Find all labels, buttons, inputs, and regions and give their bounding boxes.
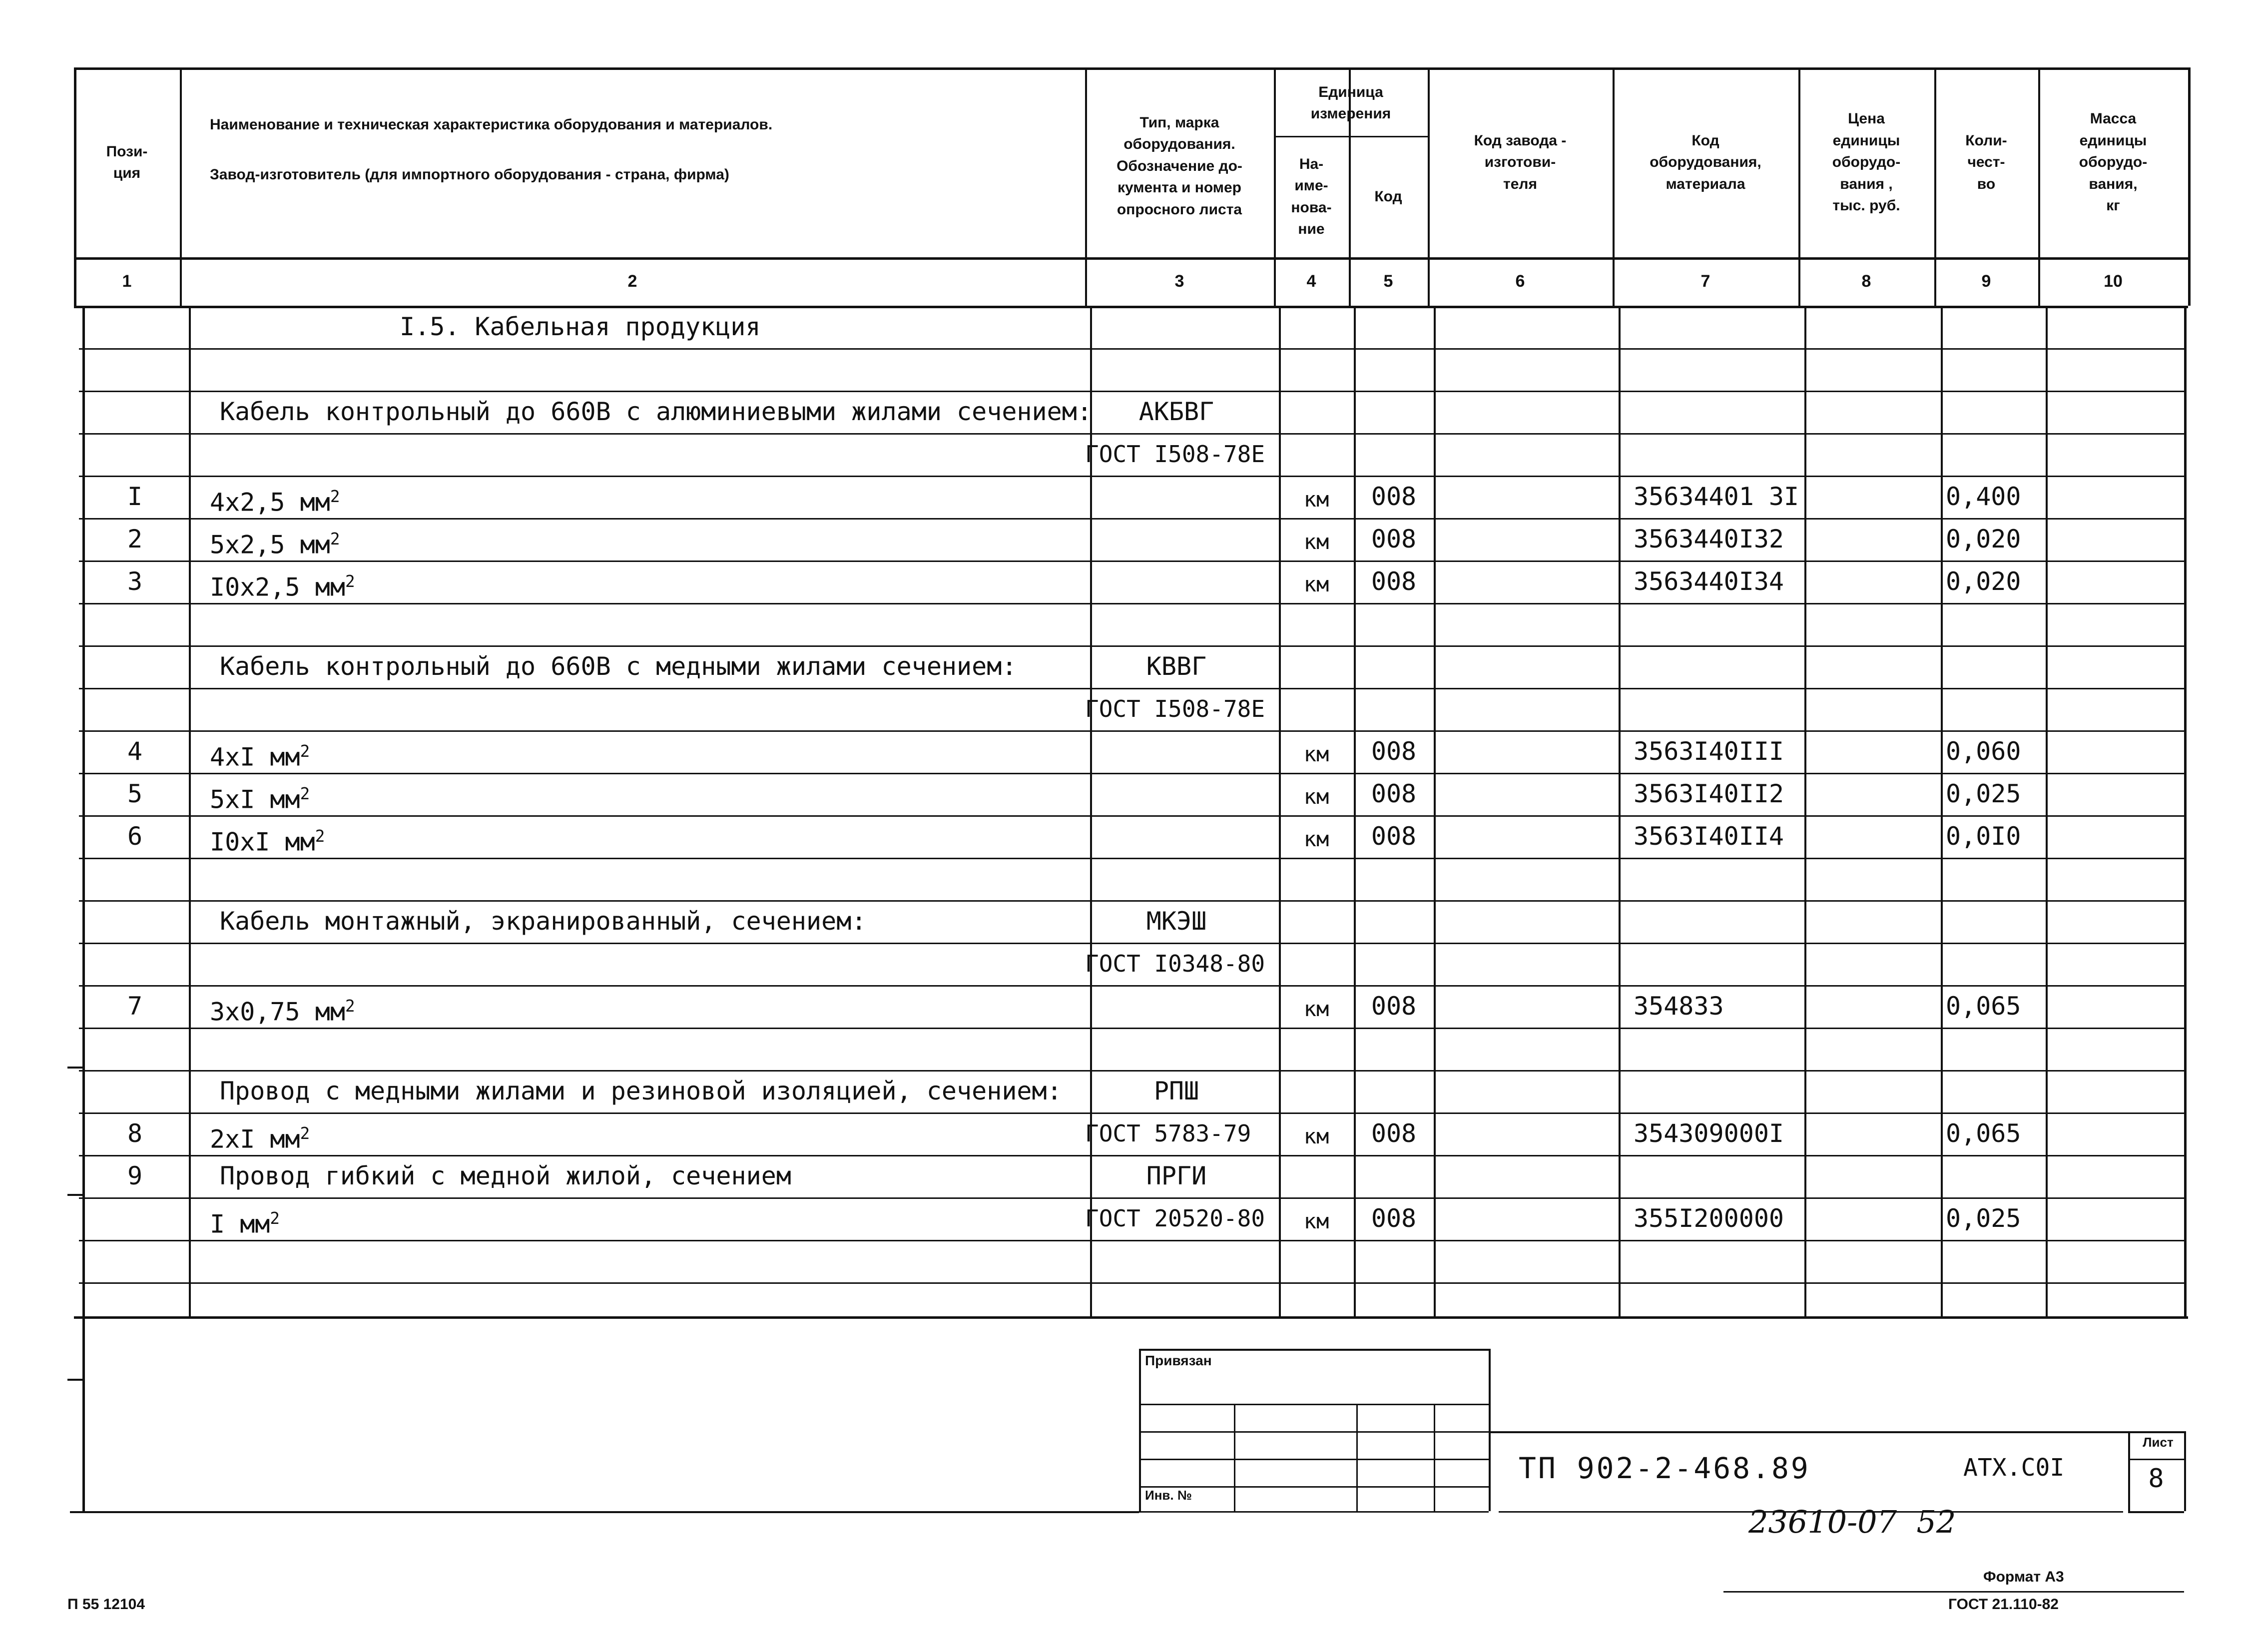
header-name-line1: Наименование и техническая характеристика оборудования и материалов.	[210, 116, 773, 133]
grid-line-v	[1489, 1459, 1491, 1511]
column-number: 5	[1383, 272, 1393, 291]
row-name	[210, 1203, 280, 1239]
grid-line-h	[79, 858, 2186, 859]
row-type: ГОСТ I508-78Е	[1085, 695, 1265, 722]
row-name	[220, 397, 1092, 427]
grid-line-h	[70, 1511, 1139, 1513]
row-position: I	[127, 482, 143, 511]
grid-line-h	[79, 985, 2186, 987]
row-position: 6	[127, 822, 143, 851]
grid-line-v	[1434, 1404, 1435, 1511]
stamp-privyazan: Привязан	[1145, 1353, 1212, 1368]
row-equipment-code: 3563I40III	[1634, 737, 1784, 766]
footer-gost: ГОСТ 21.110-82	[1948, 1596, 2059, 1613]
stamp-sheet-number: 8	[2148, 1464, 2164, 1494]
row-equipment-code: 354833	[1634, 992, 1724, 1021]
row-equipment-code: 3563I40II2	[1634, 779, 1784, 808]
row-name-superscript: 2	[330, 487, 340, 506]
grid-line-h	[1139, 1459, 1489, 1460]
row-name-text: 2хI мм	[210, 1124, 300, 1154]
row-equipment-code: 3563440I32	[1634, 525, 1784, 553]
header-unit-name: На- име- нова- ние	[1291, 155, 1332, 237]
stamp-sheet-label: Лист	[2143, 1435, 2174, 1450]
row-quantity: 0,025	[1946, 779, 2021, 808]
header-name-line2: Завод-изготовитель (для импортного оборудования - страна, фирма)	[210, 166, 729, 183]
grid-line-v	[2184, 306, 2187, 1316]
row-type: МКЭШ	[1146, 907, 1207, 936]
row-quantity: 0,020	[1946, 567, 2021, 596]
row-name	[210, 991, 355, 1027]
row-name	[400, 312, 760, 342]
row-equipment-code: 3563440I34	[1634, 567, 1784, 596]
row-name-text: Кабель контрольный до 660В с медными жилами сечением:	[220, 652, 1017, 681]
row-name	[220, 1161, 791, 1191]
row-position: 7	[127, 992, 143, 1021]
stamp-inv-no: Инв. №	[1145, 1488, 1192, 1503]
row-unit: км	[1303, 742, 1329, 766]
grid-line-h	[79, 645, 2186, 647]
grid-line-v	[82, 306, 85, 1316]
footer-left-code: П 55 12104	[67, 1596, 145, 1613]
grid-line-v	[1354, 306, 1356, 1316]
grid-line-h	[79, 1282, 2186, 1284]
row-name-superscript: 2	[345, 572, 355, 591]
row-name-text: Кабель контрольный до 660В с алюминиевыми жилами сечением:	[220, 397, 1092, 426]
grid-line-h	[1489, 1431, 2184, 1433]
row-unit: км	[1303, 784, 1329, 809]
grid-line-h	[74, 1316, 2188, 1319]
grid-line-h	[79, 1070, 2186, 1072]
row-unit: км	[1303, 997, 1329, 1021]
row-type: КВВГ	[1146, 652, 1207, 681]
row-name-text: I мм	[210, 1209, 270, 1239]
margin-tick	[67, 1194, 82, 1196]
row-unit-code: 008	[1371, 567, 1417, 596]
row-position: 8	[127, 1119, 143, 1148]
row-quantity: 0,0I0	[1946, 822, 2021, 851]
grid-line-h	[79, 433, 2186, 435]
grid-line-h	[79, 391, 2186, 392]
row-name	[210, 524, 340, 560]
grid-line-h	[79, 518, 2186, 520]
grid-line-v	[1434, 306, 1436, 1316]
grid-line-h	[79, 688, 2186, 689]
grid-line-h	[1139, 1404, 1489, 1405]
row-name-superscript: 2	[300, 784, 310, 803]
column-number: 2	[627, 272, 637, 291]
grid-line-h	[2128, 1459, 2184, 1460]
grid-line-h	[79, 1240, 2186, 1241]
grid-line-h	[79, 306, 2186, 307]
handwritten-archive-number: 23610-07 52	[1748, 1504, 1956, 1540]
row-unit-code: 008	[1371, 992, 1417, 1021]
row-name-superscript: 2	[330, 530, 340, 549]
row-equipment-code: 3563I40II4	[1634, 822, 1784, 851]
header-position: Пози- ция	[106, 143, 148, 181]
grid-line-h	[2128, 1511, 2184, 1513]
row-unit-code: 008	[1371, 737, 1417, 766]
row-unit-code: 008	[1371, 482, 1417, 511]
row-unit: км	[1303, 487, 1329, 512]
header-factory-code: Код завода - изготови- теля	[1474, 132, 1567, 192]
row-name-superscript: 2	[300, 742, 310, 761]
header-type: Тип, марка оборудования. Обозначение до- кумента и номер опросного листа	[1117, 114, 1242, 218]
row-type: ГОСТ 20520-80	[1085, 1205, 1265, 1232]
row-name-text: 5хI мм	[210, 785, 300, 814]
column-number: 10	[2104, 272, 2123, 291]
grid-line-h	[79, 560, 2186, 562]
row-name-superscript: 2	[345, 997, 355, 1016]
stamp-sheet-code: АТХ.С0I	[1963, 1454, 2065, 1482]
grid-line-h	[79, 603, 2186, 604]
grid-line-h	[79, 730, 2186, 732]
row-name-superscript: 2	[270, 1209, 280, 1228]
header-quantity: Коли- чест- во	[1965, 132, 2007, 192]
row-name-text: Провод гибкий с медной жилой, сечением	[220, 1161, 791, 1190]
row-unit: км	[1303, 572, 1329, 596]
grid-line-h	[1139, 1431, 1489, 1433]
row-type: ПРГИ	[1146, 1161, 1207, 1190]
row-equipment-code: 354309000I	[1634, 1119, 1784, 1148]
row-unit-code: 008	[1371, 779, 1417, 808]
grid-line-h	[79, 1028, 2186, 1029]
row-position: 2	[127, 525, 143, 553]
row-name	[210, 482, 340, 518]
header-price: Цена единицы оборудо- вания , тыс. руб.	[1832, 110, 1901, 214]
grid-line-v	[2184, 1431, 2186, 1511]
row-unit: км	[1303, 1124, 1329, 1148]
row-name-text: 4х2,5 мм	[210, 488, 330, 517]
row-position: 3	[127, 567, 143, 596]
row-name-superscript: 2	[315, 827, 325, 846]
grid-line-v	[1356, 1404, 1358, 1511]
column-number: 9	[1981, 272, 1991, 291]
header-equipment-code: Код оборудования, материала	[1650, 132, 1761, 192]
grid-line-h	[79, 1197, 2186, 1199]
row-quantity: 0,025	[1946, 1204, 2021, 1233]
row-name-text: 5х2,5 мм	[210, 530, 330, 559]
grid-line-h	[79, 773, 2186, 774]
row-name-text: Кабель монтажный, экранированный, сечением:	[220, 907, 867, 936]
grid-line-h	[79, 348, 2186, 350]
row-type: ГОСТ 5783-79	[1085, 1120, 1251, 1147]
header-mass: Масса единицы оборудо- вания, кг	[2079, 110, 2148, 214]
grid-line-h	[79, 900, 2186, 902]
row-unit-code: 008	[1371, 525, 1417, 553]
row-type: ГОСТ I0348-80	[1085, 950, 1265, 977]
grid-line-h	[1139, 1349, 1489, 1351]
column-number: 8	[1861, 272, 1871, 291]
row-quantity: 0,400	[1946, 482, 2021, 511]
margin-tick	[67, 1067, 82, 1069]
row-name	[220, 651, 1017, 681]
row-unit-code: 008	[1371, 1119, 1417, 1148]
row-quantity: 0,020	[1946, 525, 2021, 553]
footer-format: Формат А3	[1983, 1569, 2064, 1585]
grid-line-h	[79, 943, 2186, 944]
row-type: РПШ	[1153, 1077, 1199, 1105]
grid-line-v	[1619, 306, 1621, 1316]
row-unit-code: 008	[1371, 1204, 1417, 1233]
row-equipment-code: 35634401 3I	[1634, 482, 1799, 511]
grid-line-h	[1139, 1511, 1489, 1513]
column-number: 6	[1515, 272, 1525, 291]
grid-line-h	[79, 476, 2186, 477]
stamp-document-code: ТП 902-2-468.89	[1519, 1451, 1810, 1485]
column-number: 4	[1306, 272, 1316, 291]
row-quantity: 0,060	[1946, 737, 2021, 766]
row-unit: км	[1303, 530, 1329, 554]
column-number: 1	[122, 272, 132, 291]
row-type: АКБВГ	[1138, 397, 1214, 426]
row-name-superscript: 2	[300, 1124, 310, 1143]
grid-line-h	[79, 815, 2186, 817]
row-position: 9	[127, 1161, 143, 1190]
row-name-text: Провод с медными жилами и резиновой изоляцией, сечением:	[220, 1077, 1062, 1105]
header-unit: Единица измерения	[1310, 83, 1391, 122]
row-name	[210, 1118, 310, 1154]
row-equipment-code: 355I200000	[1634, 1204, 1784, 1233]
header-unit-code: Код	[1374, 188, 1402, 205]
column-number: 7	[1700, 272, 1710, 291]
row-position: 4	[127, 737, 143, 766]
row-name-text: I0хI мм	[210, 827, 315, 857]
row-position: 5	[127, 779, 143, 808]
grid-line-v	[189, 306, 191, 1316]
row-name	[210, 736, 310, 772]
row-name-text: I0х2,5 мм	[210, 572, 345, 602]
grid-line-v	[1139, 1349, 1141, 1511]
grid-line-v	[1941, 306, 1943, 1316]
column-number: 3	[1174, 272, 1184, 291]
row-unit: км	[1303, 1209, 1329, 1233]
margin-tick	[67, 1379, 82, 1381]
row-type: ГОСТ I508-78Е	[1085, 441, 1265, 468]
grid-line-h	[1723, 1591, 2184, 1593]
grid-line-v	[2046, 306, 2048, 1316]
row-name-text: 3х0,75 мм	[210, 997, 345, 1027]
row-name	[210, 821, 325, 857]
row-name-text: 4хI мм	[210, 742, 300, 772]
row-name-text: I.5. Кабельная продукция	[400, 312, 761, 341]
row-quantity: 0,065	[1946, 1119, 2021, 1148]
grid-line-v	[2188, 67, 2191, 306]
row-name	[210, 779, 310, 815]
row-unit-code: 008	[1371, 822, 1417, 851]
grid-line-h	[79, 1155, 2186, 1156]
row-name	[210, 566, 355, 602]
row-quantity: 0,065	[1946, 992, 2021, 1021]
row-unit: км	[1303, 827, 1329, 851]
grid-line-v	[82, 1316, 85, 1511]
row-name	[220, 1076, 1062, 1106]
row-name	[220, 906, 866, 936]
grid-line-v	[1804, 306, 1806, 1316]
grid-line-v	[1234, 1404, 1235, 1511]
grid-line-h	[79, 1112, 2186, 1114]
